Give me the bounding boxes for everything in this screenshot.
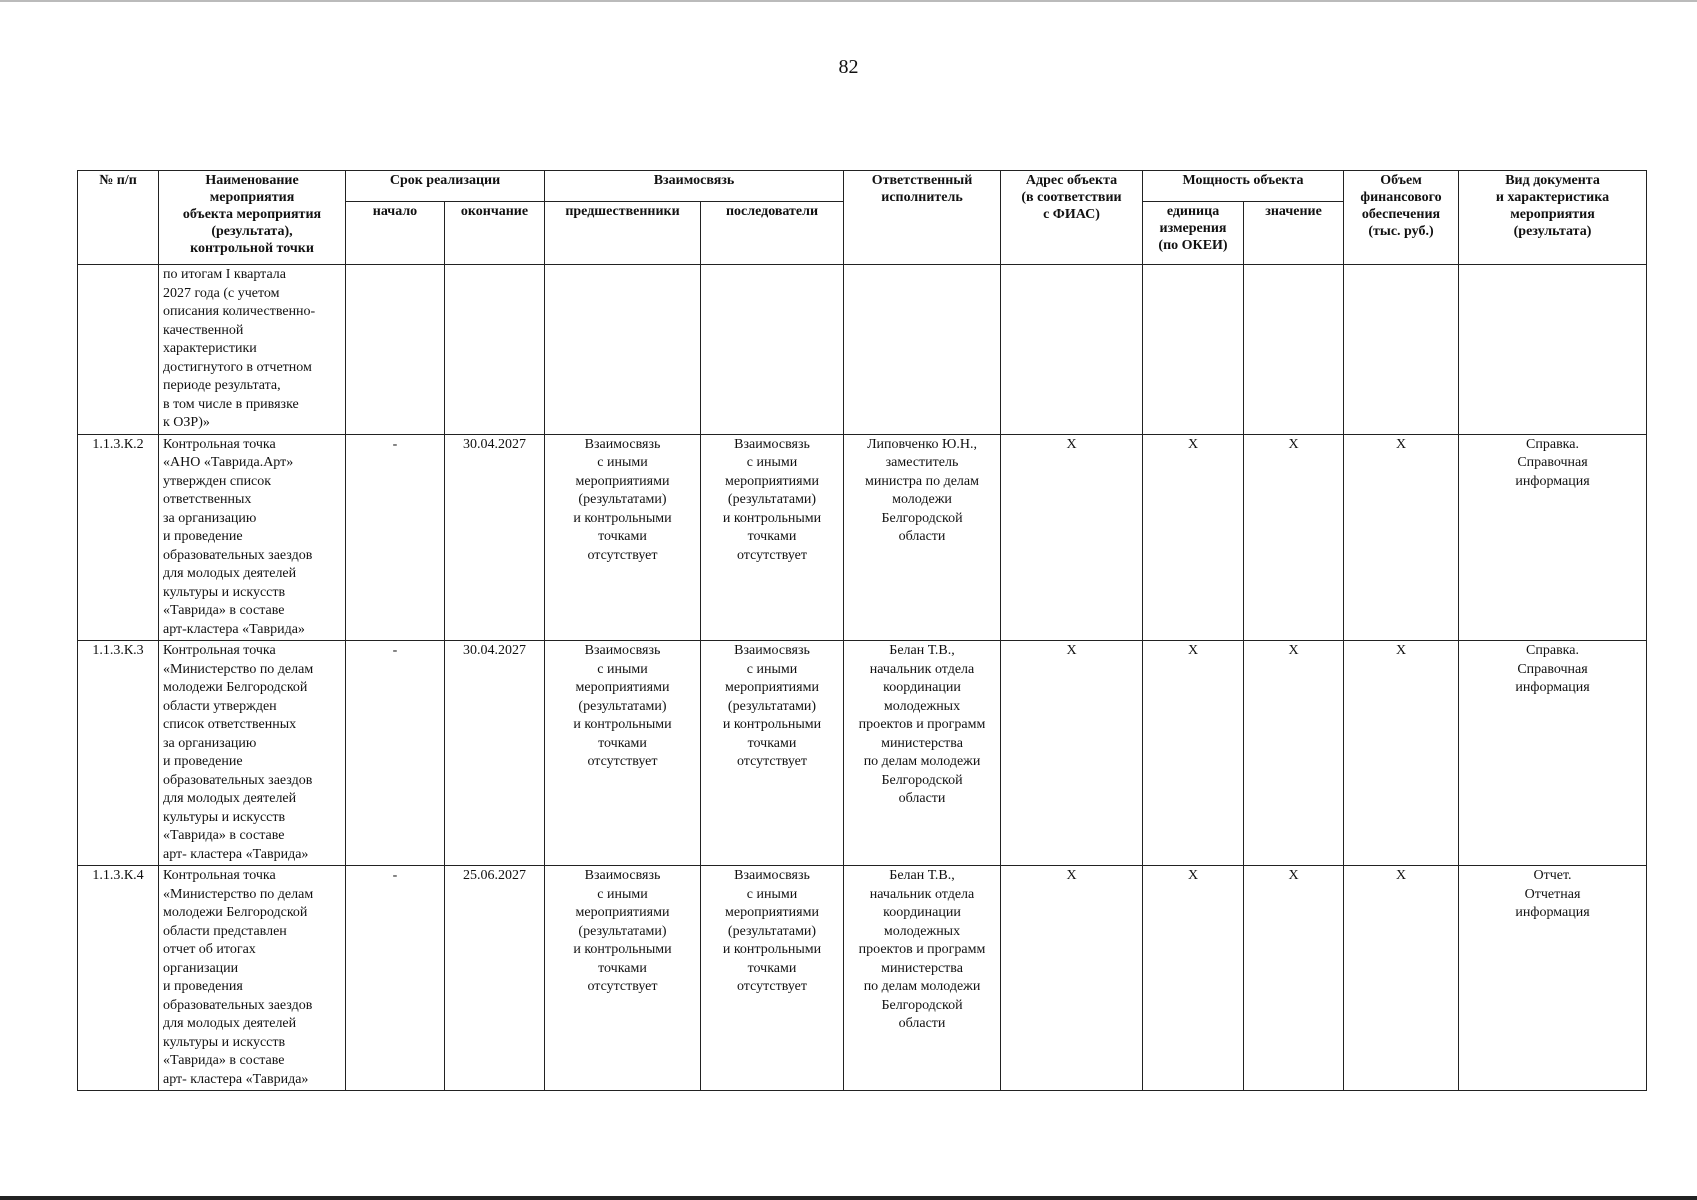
- cell-next: Взаимосвязь с иными мероприятиями (результатами) и контрольными точками отсутствует: [701, 641, 844, 866]
- table-row: [78, 866, 1647, 1091]
- cell-end: 30.04.2027: [445, 434, 545, 641]
- cell-executor: Белан Т.В., начальник отдела координации молодежных проектов и программ министерства по делам молодежи Белгородской области: [844, 866, 1001, 1091]
- cell-name: Контрольная точка «Министерство по делам молодежи Белгородской области утвержден список ответственных за организацию и проведение образовательных заездов для молодых деятелей культуры и искусств «Таврида» в составе арт- кластера «Таврида»: [159, 641, 346, 866]
- cell-doc: [1459, 265, 1647, 435]
- cell-doc: Справка. Справочная информация: [1459, 434, 1647, 641]
- cell-value: [1244, 265, 1344, 435]
- cell-end: 30.04.2027: [445, 641, 545, 866]
- header-term-end: окончание: [445, 202, 545, 265]
- cell-unit: X: [1143, 641, 1244, 866]
- header-address: Адрес объекта (в соответствии с ФИАС): [1001, 171, 1143, 265]
- header-link-prev: предшественники: [545, 202, 701, 265]
- cell-end: 25.06.2027: [445, 866, 545, 1091]
- cell-finance: [1344, 265, 1459, 435]
- cell-prev: [545, 265, 701, 435]
- cell-prev: Взаимосвязь с иными мероприятиями (результатами) и контрольными точками отсутствует: [545, 641, 701, 866]
- cell-name: Контрольная точка «Министерство по делам молодежи Белгородской области представлен отчет об итогах организации и проведения образовательных заездов для молодых деятелей культуры и искусств «Таврида» в составе арт- кластера «Таврида»: [159, 866, 346, 1091]
- header-finance: Объем финансового обеспечения (тыс. руб.): [1344, 171, 1459, 265]
- header-capacity: Мощность объекта: [1143, 171, 1344, 202]
- header-link: Взаимосвязь: [545, 171, 844, 202]
- cell-value: X: [1244, 434, 1344, 641]
- cell-finance: X: [1344, 641, 1459, 866]
- cell-next: Взаимосвязь с иными мероприятиями (результатами) и контрольными точками отсутствует: [701, 434, 844, 641]
- cell-executor: [844, 265, 1001, 435]
- cell-name: Контрольная точка «АНО «Таврида.Арт» утвержден список ответственных за организацию и проведение образовательных заездов для молодых деятелей культуры и искусств «Таврида» в составе арт-кластера «Таврида»: [159, 434, 346, 641]
- table-row: [78, 641, 1647, 866]
- cell-unit: X: [1143, 434, 1244, 641]
- cell-num: 1.1.3.К.3: [78, 641, 159, 866]
- cell-start: [346, 265, 445, 435]
- cell-unit: [1143, 265, 1244, 435]
- cell-doc: Справка. Справочная информация: [1459, 641, 1647, 866]
- cell-finance: X: [1344, 434, 1459, 641]
- cell-address: X: [1001, 434, 1143, 641]
- table-row: [78, 265, 1647, 435]
- cell-finance: X: [1344, 866, 1459, 1091]
- header-executor: Ответственный исполнитель: [844, 171, 1001, 265]
- cell-address: [1001, 265, 1143, 435]
- header-cap-unit: единица измерения (по ОКЕИ): [1143, 202, 1244, 265]
- scan-bottom-edge: [0, 1196, 1697, 1200]
- cell-executor: Белан Т.В., начальник отдела координации молодежных проектов и программ министерства по делам молодежи Белгородской области: [844, 641, 1001, 866]
- cell-address: X: [1001, 641, 1143, 866]
- scan-top-edge: [0, 0, 1697, 2]
- cell-prev: Взаимосвязь с иными мероприятиями (результатами) и контрольными точками отсутствует: [545, 866, 701, 1091]
- cell-address: X: [1001, 866, 1143, 1091]
- header-link-next: последователи: [701, 202, 844, 265]
- cell-name: по итогам I квартала 2027 года (с учетом описания количественно- качественной характеристики достигнутого в отчетном периоде результата, в том числе в привязке к ОЗР)»: [159, 265, 346, 435]
- cell-start: -: [346, 434, 445, 641]
- cell-num: [78, 265, 159, 435]
- header-name: Наименование мероприятия объекта мероприятия (результата), контрольной точки: [159, 171, 346, 265]
- header-num: № п/п: [78, 171, 159, 265]
- header-term-start: начало: [346, 202, 445, 265]
- cell-next: [701, 265, 844, 435]
- cell-start: -: [346, 866, 445, 1091]
- cell-num: 1.1.3.К.2: [78, 434, 159, 641]
- table-row: [78, 434, 1647, 641]
- plan-table: [77, 170, 1647, 1091]
- cell-value: X: [1244, 641, 1344, 866]
- cell-executor: Липовченко Ю.Н., заместитель министра по делам молодежи Белгородской области: [844, 434, 1001, 641]
- cell-prev: Взаимосвязь с иными мероприятиями (результатами) и контрольными точками отсутствует: [545, 434, 701, 641]
- cell-doc: Отчет. Отчетная информация: [1459, 866, 1647, 1091]
- cell-value: X: [1244, 866, 1344, 1091]
- cell-unit: X: [1143, 866, 1244, 1091]
- cell-end: [445, 265, 545, 435]
- header-cap-value: значение: [1244, 202, 1344, 265]
- header-term: Срок реализации: [346, 171, 545, 202]
- header-doc: Вид документа и характеристика мероприятия (результата): [1459, 171, 1647, 265]
- page-number: 82: [838, 56, 859, 78]
- cell-start: -: [346, 641, 445, 866]
- cell-num: 1.1.3.К.4: [78, 866, 159, 1091]
- cell-next: Взаимосвязь с иными мероприятиями (результатами) и контрольными точками отсутствует: [701, 866, 844, 1091]
